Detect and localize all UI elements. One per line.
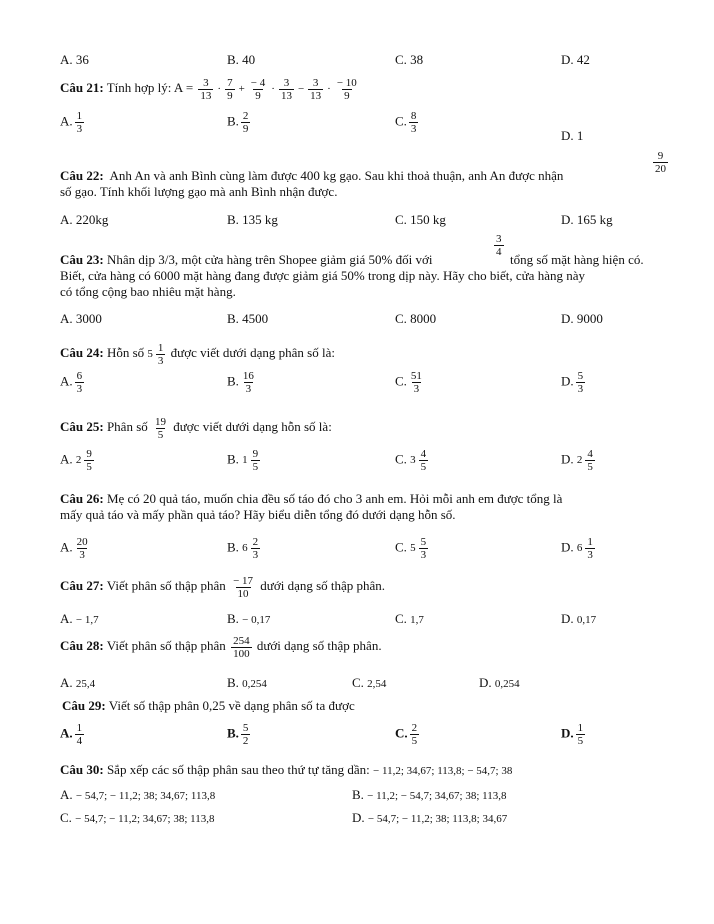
q25-answer-c: C. 3 4 5 — [395, 448, 427, 473]
q28-question — [60, 632, 382, 660]
q25-text-a: Phân số — [106, 419, 148, 434]
q26-answer-a: A. $\frac{20}{3}$ — [60, 536, 88, 561]
q22-label: Câu 22: — [60, 168, 104, 183]
q25-text-b: được viết dưới dạng hỗn số là: — [173, 419, 332, 434]
q29-answer-b: B. $\frac{5}{2}$ — [227, 722, 249, 747]
q21-op-dot-2: · — [271, 83, 275, 96]
q22-answer-b: B. 135 kg — [227, 212, 278, 227]
q21-op-dot-1: · — [217, 83, 222, 96]
q24-question — [60, 340, 335, 367]
q28-text-b: dưới dạng số thập phân. — [256, 638, 382, 653]
q24-answer-a: A. $\frac{6}{3}$ — [60, 370, 83, 395]
q28-answer-c: C. 2,54 — [352, 675, 387, 690]
q25-question — [60, 414, 332, 441]
q21-op-minus: − — [297, 83, 305, 96]
q28-label: Câu 28: — [60, 638, 104, 653]
q24-answer-d: D. $\frac{5}{3}$ — [561, 370, 584, 395]
q24-answer-c: C. $\frac{51}{3}$ — [395, 370, 422, 395]
q21-answer-c: C. $\frac{8}{3}$ — [395, 110, 417, 135]
q20-answer-c: C. 38 — [395, 52, 424, 67]
q23-line-2: Biết, cửa hàng có 6000 mặt hàng đang được giảm giá 50% trong dịp này. Hãy cho biết, cửa hàng này — [60, 268, 585, 283]
q20-answer-b: B. 40 — [227, 52, 256, 67]
q26-text-1: Mẹ có 20 quả táo, muốn chia đều số táo đó cho 3 anh em. Hỏi mỗi anh em được tổng là — [106, 491, 563, 506]
q25-answer-a: A. 2 9 5 — [60, 448, 92, 473]
q25-frac: $\frac{19}{5}$ — [155, 415, 167, 441]
q21-op-plus: + — [238, 83, 245, 96]
q24-text-b: được viết dưới dạng phân số là: — [170, 345, 335, 360]
q21-answer-b: B. $\frac{2}{9}$ — [227, 110, 249, 135]
q21-question — [60, 75, 361, 102]
q20-answer-a: A. 36 — [60, 52, 89, 67]
q28-answer-d: D. 0,254 — [479, 675, 520, 690]
q22-answer-a: A. 220kg — [60, 212, 109, 227]
q27-label: Câu 27: — [60, 578, 104, 593]
q21-frac-1b: $\frac{7}{9}$ — [227, 76, 233, 102]
q21-frac-1a: $\frac{3}{13}$ — [200, 76, 212, 102]
q26-answer-c: C. 5 5 3 — [395, 536, 427, 561]
q21-answer-a: A. $\frac{1}{3}$ — [60, 110, 83, 135]
q29-answer-c: C. $\frac{2}{5}$ — [395, 722, 418, 747]
q26-answer-b: B. 6 2 3 — [227, 536, 259, 561]
q27-answer-a: A. − 1,7 — [60, 611, 99, 626]
q21-frac-2a: $\frac{- 4}{9}$ — [250, 76, 266, 102]
q23-text-1a: Nhân dịp 3/3, một cửa hàng trên Shopee giảm giá 50% đối với — [106, 252, 433, 267]
q23-label: Câu 23: — [60, 252, 104, 267]
q23-line-1a — [60, 252, 432, 267]
q26-answer-d: D. 6 1 3 — [561, 536, 593, 561]
q23-answer-c: C. 8000 — [395, 311, 437, 326]
q22-answer-d: D. 165 kg — [561, 212, 613, 227]
q25-label: Câu 25: — [60, 419, 104, 434]
q25-answer-d: D. 2 4 5 — [561, 448, 593, 473]
q22-line-1 — [60, 168, 563, 183]
q30-text: Sắp xếp các số thập phân sau theo thứ tự tăng dần: — [106, 762, 370, 777]
q30-answer-c: C. − 54,7; − 11,2; 34,67; 38; 113,8 — [60, 810, 215, 825]
q29-label: Câu 29: — [62, 698, 106, 713]
q27-answer-c: C. 1,7 — [395, 611, 424, 626]
q27-answer-b: B. − 0,17 — [227, 611, 271, 626]
q27-text-a: Viết phân số thập phân — [106, 578, 226, 593]
q30-answer-a: A. − 54,7; − 11,2; 38; 34,67; 113,8 — [60, 787, 216, 802]
q23-answer-d: D. 9000 — [561, 311, 603, 326]
q23-line-3: có tổng cộng bao nhiêu mặt hàng. — [60, 284, 236, 299]
q26-line-2: mấy quả táo và mấy phần quả táo? Hãy biểu diễn tổng đó dưới dạng hỗn số. — [60, 507, 456, 522]
q30-number-list: − 11,2; 34,67; 113,8; − 54,7; 38 — [373, 765, 513, 777]
q21-label: Câu 21: — [60, 80, 104, 95]
q26-label: Câu 26: — [60, 491, 104, 506]
q25-answer-b: B. 1 9 5 — [227, 448, 259, 473]
q30-label: Câu 30: — [60, 762, 104, 777]
q29-question — [62, 698, 355, 713]
q23-frac: $\frac{3}{4}$ — [496, 233, 502, 258]
q21-answer-d: D. 1 — [561, 128, 584, 143]
q29-answer-d: D. $\frac{1}{5}$ — [561, 722, 584, 747]
q24-mixed-number: 5 1 3 — [147, 341, 164, 367]
q22-frac: $\frac{9}{20}$ — [655, 150, 666, 175]
q23-line-1b: tổng số mặt hàng hiện có. — [510, 252, 644, 267]
q24-label: Câu 24: — [60, 345, 104, 360]
q22-text-1: Anh An và anh Bình cùng làm được 400 kg gạo. Sau khi thoả thuận, anh An được nhận — [109, 168, 564, 183]
q28-text-a: Viết phân số thập phân — [106, 638, 226, 653]
q23-answer-a: A. 3000 — [60, 311, 102, 326]
q21-frac-2b: $\frac{3}{13}$ — [280, 76, 292, 102]
q28-answer-b: B. 0,254 — [227, 675, 267, 690]
q23-answer-b: B. 4500 — [227, 311, 269, 326]
q24-answer-b: B. $\frac{16}{3}$ — [227, 370, 254, 395]
q30-answer-b: B. − 11,2; − 54,7; 34,67; 38; 113,8 — [352, 787, 507, 802]
q21-op-dot-3: · — [327, 83, 331, 96]
q30-question — [60, 762, 512, 779]
q21-frac-3b: $\frac{- 10}{9}$ — [336, 76, 357, 102]
q22-answer-c: C. 150 kg — [395, 212, 446, 227]
q28-answer-a: A. 25,4 — [60, 675, 96, 690]
q29-text: Viết số thập phân 0,25 về dạng phân số ta được — [108, 698, 355, 713]
q27-text-b: dưới dạng số thập phân. — [260, 578, 386, 593]
q28-frac: $\frac{254}{100}$ — [233, 634, 250, 660]
q27-question — [60, 572, 385, 600]
q22-line-2: số gạo. Tính khối lượng gạo mà anh Bình nhận được. — [60, 184, 338, 199]
q21-frac-3a: $\frac{3}{13}$ — [310, 76, 322, 102]
q27-frac: $\frac{- 17}{10}$ — [233, 574, 254, 600]
q30-answer-d: D. − 54,7; − 11,2; 38; 113,8; 34,67 — [352, 810, 508, 825]
q24-text-a: Hỗn số — [106, 345, 145, 360]
q26-line-1 — [60, 491, 562, 506]
q29-answer-a: A. $\frac{1}{4}$ — [60, 722, 83, 747]
q27-answer-d: D. 0,17 — [561, 611, 597, 626]
q21-text: Tính hợp lý: A = — [106, 80, 194, 95]
q20-answer-d: D. 42 — [561, 52, 590, 67]
